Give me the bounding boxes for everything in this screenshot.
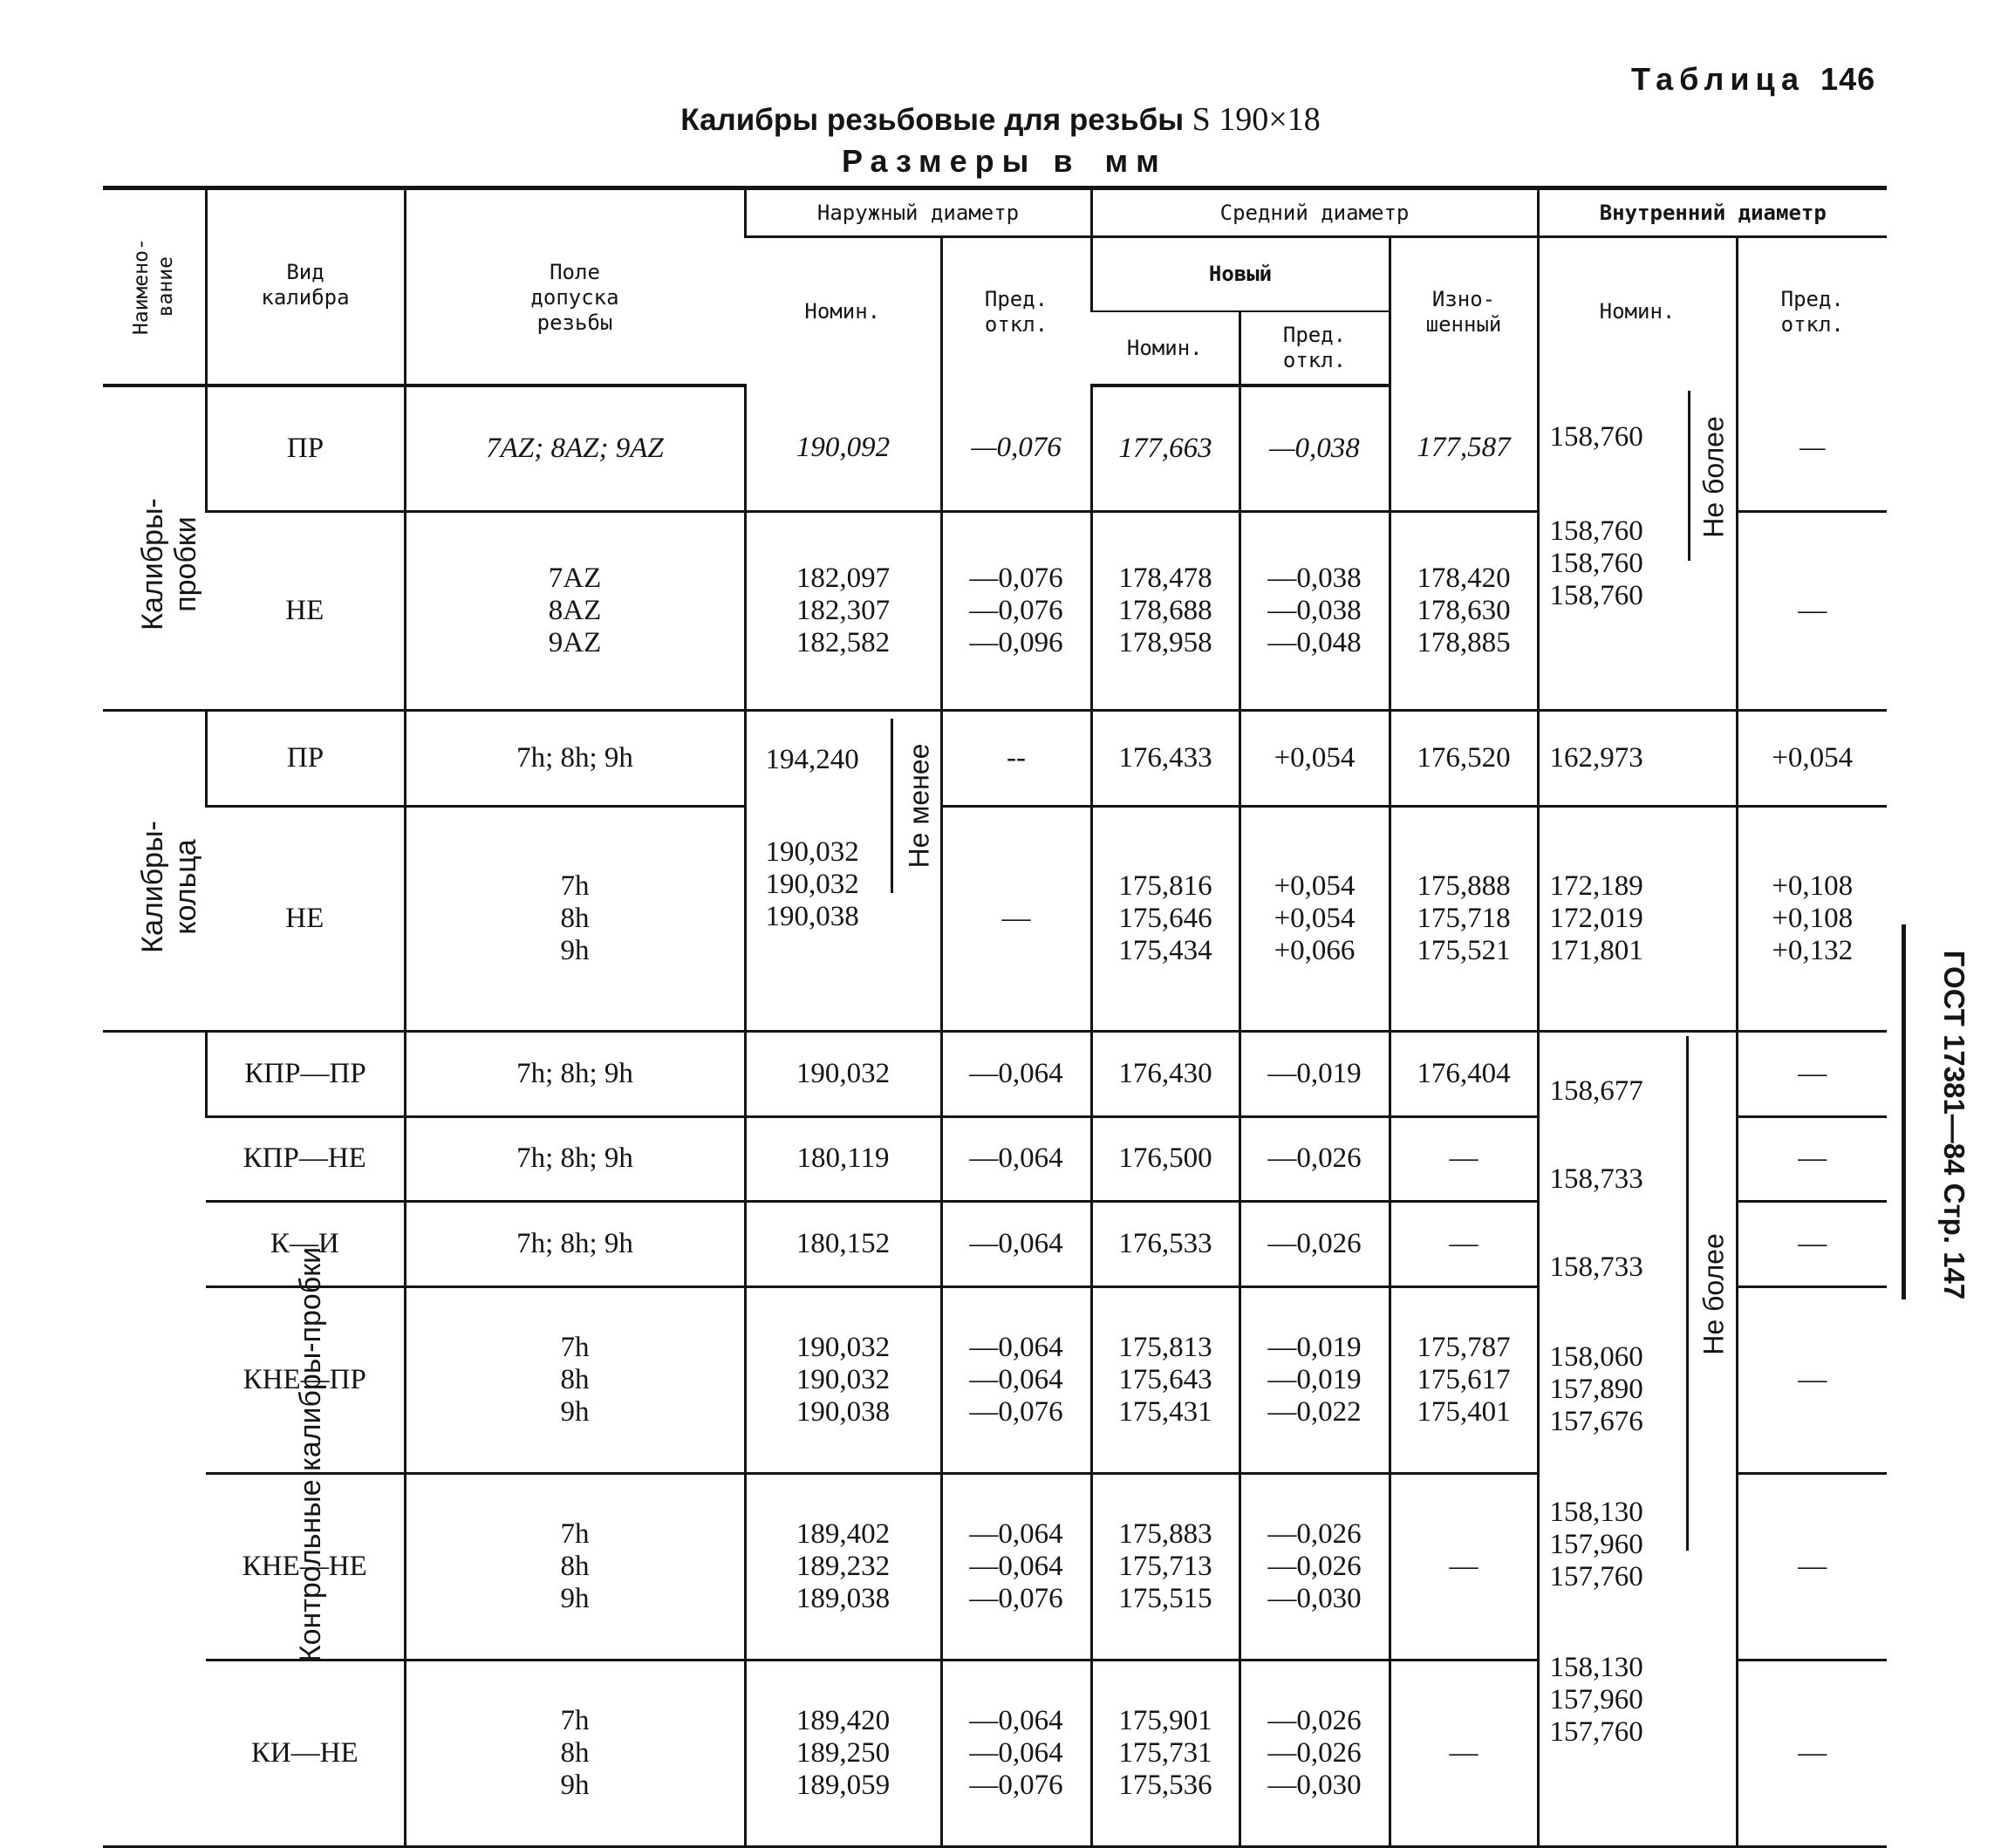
gauge-table xyxy=(103,186,1887,1848)
cell-inner-dev: +0,108 +0,108 +0,132 xyxy=(1737,806,1887,1031)
cell-outer-dev: — xyxy=(941,806,1091,1031)
outer-diameter-header: Наружный диаметр xyxy=(745,188,1091,237)
cell-kind: КИ—НЕ xyxy=(250,1736,359,1769)
cell-kind: КНЕ—НЕ xyxy=(242,1550,367,1582)
cell-worn: 176,404 xyxy=(1390,1032,1538,1117)
cell-outer-nom-group xyxy=(745,711,941,1032)
worn-header: Изно- шенный xyxy=(1390,237,1538,386)
cell-mid-dev: —0,019 xyxy=(1240,1032,1390,1117)
cell-outer-nom: 180,119 xyxy=(745,1116,941,1202)
cell-outer-nom: 190,032 190,032 190,038 xyxy=(745,1286,941,1473)
cell-mid-dev: —0,026 —0,026 —0,030 xyxy=(1240,1660,1390,1846)
cell-worn: 177,587 xyxy=(1390,385,1538,511)
inner-nom-header: Номин. xyxy=(1538,237,1737,386)
cell-mid-nom: 176,433 xyxy=(1091,711,1240,807)
cell-inner-dev: +0,054 xyxy=(1737,711,1887,807)
table-title xyxy=(0,100,2001,139)
cell-inner-nom: 158,760 158,760 158,760 xyxy=(1549,515,1643,611)
cell-kind: КПР—НЕ xyxy=(242,1142,366,1175)
cell-mid-dev: —0,026 xyxy=(1240,1202,1390,1287)
cell-inner-dev: — xyxy=(1737,385,1887,511)
cell-outer-dev: —0,064 xyxy=(941,1032,1091,1117)
cell-tol: 7h; 8h; 9h xyxy=(405,1116,745,1202)
group-plugs-label: Калибры- пробки xyxy=(135,497,202,631)
cell-outer-nom: 189,420 189,250 189,059 xyxy=(745,1660,941,1846)
table-word: Таблица xyxy=(1631,61,1806,97)
inner-diameter-header: Внутренний диаметр xyxy=(1538,188,1887,237)
group-rings xyxy=(103,711,206,1032)
cell-tol: 7h; 8h; 9h xyxy=(405,1202,745,1287)
table-row xyxy=(103,711,1887,807)
middle-dev-header: Пред. откл. xyxy=(1240,311,1390,385)
note-divider xyxy=(1686,1036,1689,1551)
table-row xyxy=(103,806,1887,1031)
table-header xyxy=(103,188,1887,386)
new-header: Новый xyxy=(1091,237,1390,312)
group-rings-label: Калибры- кольца xyxy=(135,820,202,953)
table-row xyxy=(103,385,1887,511)
cell-inner-nom-group xyxy=(1538,385,1737,711)
cell-mid-dev: —0,038 —0,038 —0,048 xyxy=(1240,511,1390,710)
units-in: в xyxy=(1053,143,1081,179)
cell-tol: 7h; 8h; 9h xyxy=(405,1032,745,1117)
cell-mid-dev: —0,026 xyxy=(1240,1116,1390,1202)
cell-mid-nom: 176,500 xyxy=(1091,1116,1240,1202)
cell-outer-nom: 189,402 189,232 189,038 xyxy=(745,1473,941,1660)
units-word: Размеры xyxy=(842,143,1037,179)
cell-worn: 175,787 175,617 175,401 xyxy=(1390,1286,1538,1473)
note-not-more: Не более xyxy=(1697,416,1729,538)
cell-outer-dev: —0,076 xyxy=(941,385,1091,511)
cell-mid-dev: +0,054 xyxy=(1240,711,1390,807)
cell-tol: 7AZ 8AZ 9AZ xyxy=(405,511,745,710)
cell-mid-nom: 175,901 175,731 175,536 xyxy=(1091,1660,1240,1846)
cell-kind: К—И xyxy=(270,1227,339,1259)
inner-dev-header: Пред. откл. xyxy=(1737,237,1887,386)
gost-page-note: ГОСТ 17381—84 Стр. 147 xyxy=(1938,950,1970,1300)
cell-inner-nom: 158,677 xyxy=(1549,1075,1643,1107)
cell-kind: ПР xyxy=(206,711,405,807)
cell-outer-nom: 190,092 xyxy=(745,385,941,511)
cell-outer-dev: —0,064 —0,064 —0,076 xyxy=(941,1473,1091,1660)
cell-inner-nom-group xyxy=(1538,1032,1737,1847)
title-text: Калибры резьбовые для резьбы xyxy=(680,103,1185,137)
cell-outer-nom: 190,032 xyxy=(745,1032,941,1117)
cell-inner-dev: — xyxy=(1737,1116,1887,1202)
cell-inner-dev: — xyxy=(1737,511,1887,710)
note-not-less: Не менее xyxy=(903,743,934,869)
middle-diameter-header: Средний диаметр xyxy=(1091,188,1538,237)
cell-inner-dev: — xyxy=(1737,1286,1887,1473)
outer-dev-header: Пред. откл. xyxy=(941,237,1091,386)
middle-nom-header: Номин. xyxy=(1091,311,1240,385)
cell-outer-nom: 182,097 182,307 182,582 xyxy=(745,511,941,710)
cell-inner-nom: 158,733 xyxy=(1549,1251,1643,1283)
table-number xyxy=(1631,61,1875,98)
cell-inner-nom: 158,130 157,960 157,760 xyxy=(1549,1652,1643,1748)
note-divider xyxy=(1688,391,1690,561)
cell-outer-nom: 194,240 xyxy=(765,744,859,775)
cell-worn: 178,420 178,630 178,885 xyxy=(1390,511,1538,710)
cell-inner-dev: — xyxy=(1737,1473,1887,1660)
cell-mid-dev: —0,026 —0,026 —0,030 xyxy=(1240,1473,1390,1660)
title-code: S 190×18 xyxy=(1192,101,1321,138)
cell-outer-dev: —0,076 —0,076 —0,096 xyxy=(941,511,1091,710)
col-name-header xyxy=(103,188,206,386)
cell-inner-nom: 162,973 xyxy=(1538,711,1737,807)
cell-outer-dev: —0,064 xyxy=(941,1202,1091,1287)
cell-worn: — xyxy=(1390,1660,1538,1846)
cell-kind: КПР—ПР xyxy=(206,1032,405,1117)
cell-worn: 176,520 xyxy=(1390,711,1538,807)
cell-tol: 7h 8h 9h xyxy=(405,1473,745,1660)
cell-tol: 7h 8h 9h xyxy=(405,1660,745,1846)
cell-inner-nom: 172,189 172,019 171,801 xyxy=(1538,806,1737,1031)
col-kind-header: Вид калибра xyxy=(206,188,405,386)
cell-mid-nom: 176,533 xyxy=(1091,1202,1240,1287)
cell-kind: НЕ xyxy=(285,902,324,934)
cell-outer-dev: —0,064 —0,064 —0,076 xyxy=(941,1286,1091,1473)
cell-inner-nom: 158,760 xyxy=(1549,421,1643,453)
group-control-label: Контрольные калибры-пробки xyxy=(294,1246,328,1663)
cell-worn: 175,888 175,718 175,521 xyxy=(1390,806,1538,1031)
cell-inner-dev: — xyxy=(1737,1032,1887,1117)
cell-tol: 7h 8h 9h xyxy=(405,806,745,1031)
cell-tol: 7h 8h 9h xyxy=(405,1286,745,1473)
cell-kind: ПР xyxy=(206,385,405,511)
cell-mid-dev: —0,038 xyxy=(1240,385,1390,511)
col-name-label: Наимено- вание xyxy=(129,238,177,336)
cell-inner-dev: — xyxy=(1737,1202,1887,1287)
units-mm: мм xyxy=(1104,143,1167,179)
table-body xyxy=(103,385,1887,1847)
cell-mid-nom: 175,813 175,643 175,431 xyxy=(1091,1286,1240,1473)
cell-mid-dev: +0,054 +0,054 +0,066 xyxy=(1240,806,1390,1031)
cell-mid-nom: 176,430 xyxy=(1091,1032,1240,1117)
cell-worn: — xyxy=(1390,1202,1538,1287)
cell-outer-nom: 180,152 xyxy=(745,1202,941,1287)
col-tol-header: Поле допуска резьбы xyxy=(405,188,745,386)
table-no: 146 xyxy=(1820,61,1876,97)
group-plugs xyxy=(103,385,206,711)
cell-mid-nom: 177,663 xyxy=(1091,385,1240,511)
outer-nom-header: Номин. xyxy=(804,299,881,324)
cell-inner-dev: — xyxy=(1737,1660,1887,1846)
cell-outer-nom: 190,032 190,032 190,038 xyxy=(765,836,859,932)
units-line xyxy=(842,143,1167,180)
cell-kind: КНЕ—ПР xyxy=(242,1363,366,1395)
table-row xyxy=(103,1032,1887,1117)
cell-outer-dev: -- xyxy=(941,711,1091,807)
note-not-more: Не более xyxy=(1697,1233,1729,1355)
cell-tol: 7AZ; 8AZ; 9AZ xyxy=(405,385,745,511)
cell-tol: 7h; 8h; 9h xyxy=(405,711,745,807)
cell-inner-nom: 158,060 157,890 157,676 xyxy=(1549,1341,1643,1437)
cell-inner-nom: 158,130 157,960 157,760 xyxy=(1549,1497,1643,1592)
cell-inner-nom: 158,733 xyxy=(1549,1163,1643,1195)
note-divider xyxy=(891,719,893,893)
cell-worn: — xyxy=(1390,1116,1538,1202)
cell-mid-nom: 175,816 175,646 175,434 xyxy=(1091,806,1240,1031)
cell-kind: НЕ xyxy=(285,594,324,626)
side-rule xyxy=(1902,924,1906,1299)
cell-mid-nom: 178,478 178,688 178,958 xyxy=(1091,511,1240,710)
cell-outer-dev: —0,064 —0,064 —0,076 xyxy=(941,1660,1091,1846)
cell-mid-dev: —0,019 —0,019 —0,022 xyxy=(1240,1286,1390,1473)
cell-outer-dev: —0,064 xyxy=(941,1116,1091,1202)
cell-worn: — xyxy=(1390,1473,1538,1660)
cell-mid-nom: 175,883 175,713 175,515 xyxy=(1091,1473,1240,1660)
